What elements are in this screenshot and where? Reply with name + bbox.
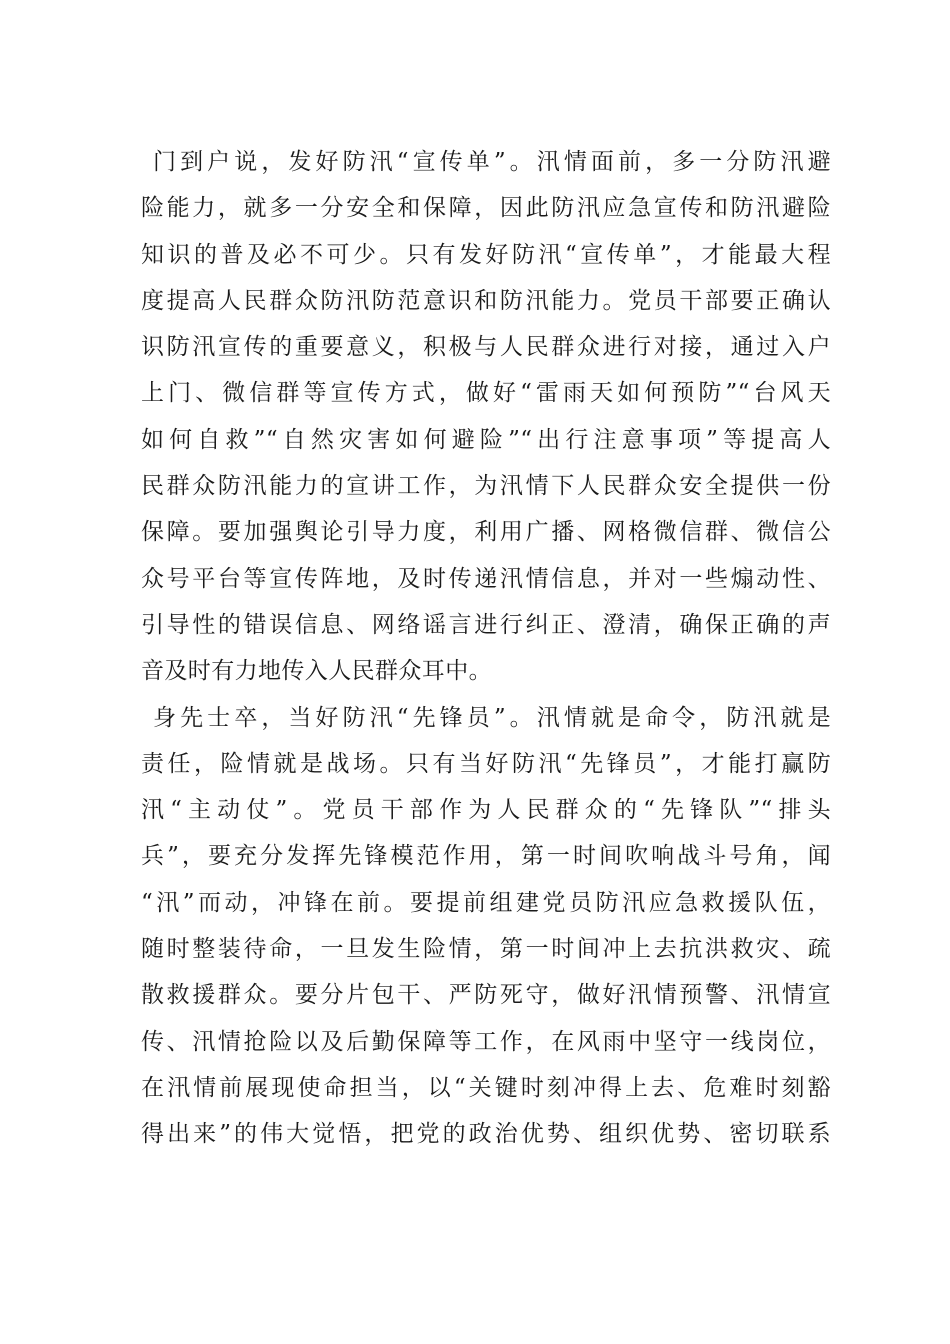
text-line: 汛“主动仗”。党员干部作为人民群众的“先锋队”“排头 <box>141 797 831 824</box>
text-line: 识防汛宣传的重要意义，积极与人民群众进行对接，通过入户 <box>141 334 831 361</box>
document-body <box>141 139 831 1158</box>
text-line: 如何自救”“自然灾害如何避险”“出行注意事项”等提高人 <box>141 426 831 453</box>
text-line: 在汛情前展现使命担当，以“关键时刻冲得上去、危难时刻豁 <box>141 1074 831 1101</box>
text-line: 兵”，要充分发挥先锋模范作用，第一时间吹响战斗号角，闻 <box>141 843 831 870</box>
text-line: 保障。要加强舆论引导力度，利用广播、网格微信群、微信公 <box>141 519 831 546</box>
text-line: 传、汛情抢险以及后勤保障等工作，在风雨中坚守一线岗位， <box>141 1028 831 1055</box>
text-line: 上门、微信群等宣传方式，做好“雷雨天如何预防”“台风天 <box>141 380 831 407</box>
paragraph-1 <box>141 139 831 695</box>
text-line: 身先士卒，当好防汛“先锋员”。汛情就是命令，防汛就是 <box>153 704 831 731</box>
text-line: 随时整装待命，一旦发生险情，第一时间冲上去抗洪救灾、疏 <box>141 936 831 963</box>
text-line: 众号平台等宣传阵地，及时传递汛情信息，并对一些煽动性、 <box>141 565 831 592</box>
text-line: 责任，险情就是战场。只有当好防汛“先锋员”，才能打赢防 <box>141 750 831 777</box>
text-line: 度提高人民群众防汛防范意识和防汛能力。党员干部要正确认 <box>141 287 831 314</box>
text-line: 险能力，就多一分安全和保障，因此防汛应急宣传和防汛避险 <box>141 195 831 222</box>
paragraph-2 <box>141 695 831 1158</box>
text-line: 音及时有力地传入人民群众耳中。 <box>141 658 492 685</box>
text-line: 知识的普及必不可少。只有发好防汛“宣传单”，才能最大程 <box>141 241 831 268</box>
text-line: 门到户说，发好防汛“宣传单”。汛情面前，多一分防汛避 <box>153 149 831 175</box>
text-line: 引导性的错误信息、网络谣言进行纠正、澄清，确保正确的声 <box>141 611 831 638</box>
text-line: 民群众防汛能力的宣讲工作，为汛情下人民群众安全提供一份 <box>141 473 831 500</box>
text-line: “汛”而动，冲锋在前。要提前组建党员防汛应急救援队伍， <box>141 889 831 916</box>
text-line: 得出来”的伟大觉悟，把党的政治优势、组织优势、密切联系 <box>141 1121 831 1148</box>
text-line: 散救援群众。要分片包干、严防死守，做好汛情预警、汛情宣 <box>141 982 831 1009</box>
